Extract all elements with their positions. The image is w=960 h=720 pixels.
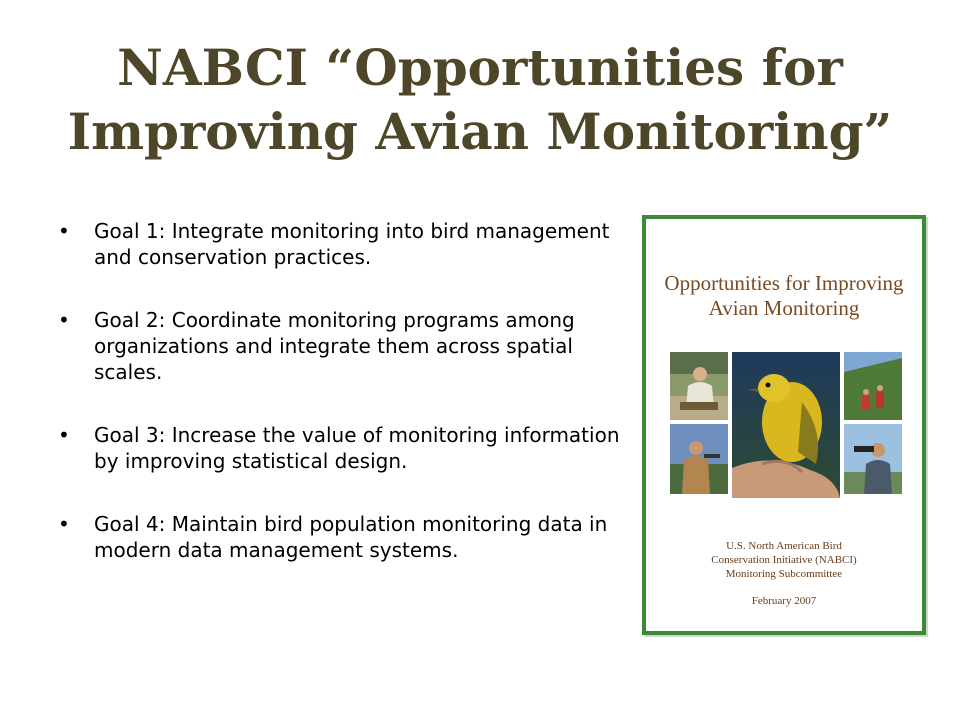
bullet-icon: • [58, 308, 70, 332]
observer-photo [670, 424, 728, 494]
slide-title [40, 36, 920, 164]
goal-item-1 [58, 218, 638, 270]
yellow-warbler-photo [732, 352, 840, 498]
cover-organization [646, 539, 922, 581]
hikers-photo [844, 352, 902, 420]
goal-item-2 [58, 307, 638, 385]
report-cover-image [642, 215, 926, 635]
slide-title-line-2: Improving Avian Monitoring” [67, 102, 893, 161]
goal-text-1: Goal 1: Integrate monitoring into bird management and conservation practices. [94, 219, 610, 269]
bullet-icon: • [58, 219, 70, 243]
goal-text-4: Goal 4: Maintain bird population monitoring data in modern data management systems. [94, 512, 608, 562]
birder-photo [844, 424, 902, 494]
cover-title-line-1: Opportunities for Improving [664, 271, 904, 295]
cover-title-line-2: Avian Monitoring [708, 296, 860, 320]
cover-title [646, 271, 922, 321]
cover-org-line-1: U.S. North American Bird [726, 540, 842, 552]
cover-org-line-2: Conservation Initiative (NABCI) [711, 554, 857, 566]
cover-date: February 2007 [751, 595, 817, 607]
bullet-icon: • [58, 423, 70, 447]
goal-text-2: Goal 2: Coordinate monitoring programs among organizations and integrate them across spatial scales. [94, 308, 575, 384]
goal-item-3 [58, 422, 638, 474]
goal-item-4 [58, 511, 638, 563]
goal-text-3: Goal 3: Increase the value of monitoring information by improving statistical design. [94, 423, 620, 473]
slide-title-line-1: NABCI “Opportunities for [117, 38, 843, 97]
goals-list [58, 218, 638, 600]
researcher-photo [670, 352, 728, 420]
cover-org-line-3: Monitoring Subcommittee [725, 568, 843, 580]
cover-photo-collage [670, 352, 904, 498]
bullet-icon: • [58, 512, 70, 536]
